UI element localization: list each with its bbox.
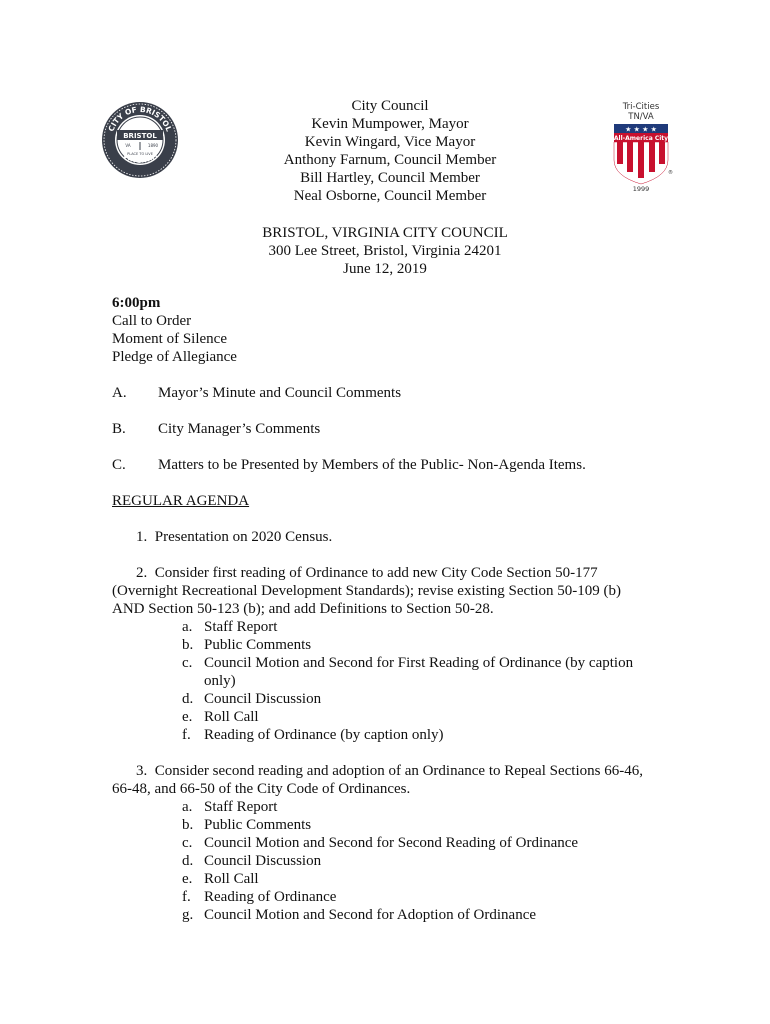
regular-agenda-heading: REGULAR AGENDA	[112, 493, 250, 509]
header-line: City Council	[351, 98, 429, 114]
agenda-item-3	[112, 762, 672, 924]
sub-item-letter: f.	[182, 727, 191, 743]
seal-motto-text: PLACE TO LIVE	[127, 152, 153, 156]
sub-item-text: Council Discussion	[204, 691, 322, 707]
meeting-time: 6:00pm	[112, 295, 161, 311]
sub-item	[182, 888, 672, 906]
sub-item-text: Reading of Ordinance	[204, 889, 337, 905]
sub-item	[182, 798, 672, 816]
section-letter: A.	[112, 385, 127, 401]
seal-year-text: 1890	[147, 143, 159, 148]
header-line: Anthony Farnum, Council Member	[283, 152, 497, 168]
sub-item	[182, 708, 672, 726]
meeting-info	[230, 224, 540, 278]
sub-item	[182, 654, 672, 690]
opening-item: Call to Order	[112, 313, 192, 329]
sub-item	[182, 618, 672, 636]
item-number: 2.	[136, 565, 148, 581]
svg-text:★ ★ ★ ★: ★ ★ ★ ★	[625, 125, 657, 134]
header-line: Kevin Mumpower, Mayor	[311, 116, 469, 132]
item-text-continued: 66-48, and 66-50 of the City Code of Ordinances.	[112, 781, 411, 797]
agenda-section-a	[112, 384, 672, 402]
sub-item-letter: f.	[182, 889, 191, 905]
sub-item-letter: g.	[182, 907, 194, 923]
sub-item	[182, 726, 672, 744]
sub-item-letter: e.	[182, 709, 193, 725]
seal-ring-bottom-text: VIRGINIA	[121, 150, 159, 165]
section-text: Matters to be Presented by Members of the Public- Non-Agenda Items.	[158, 457, 586, 473]
header-line: Bill Hartley, Council Member	[300, 170, 480, 186]
item-text-continued: (Overnight Recreational Development Standards); revise existing Section 50-109 (b)	[112, 583, 622, 599]
aac-registered-mark: ®	[668, 170, 673, 176]
seal-center-text: BRISTOL	[123, 132, 157, 140]
sub-item-text: Roll Call	[204, 709, 259, 725]
council-header	[230, 97, 550, 205]
item-text: Presentation on 2020 Census.	[154, 529, 333, 545]
aac-line1-text: Tri-Cities	[622, 102, 660, 112]
address: 300 Lee Street, Bristol, Virginia 24201	[268, 243, 502, 259]
agenda-body	[112, 294, 672, 924]
opening-item: Pledge of Allegiance	[112, 349, 237, 365]
sub-item-text: Staff Report	[204, 619, 278, 635]
item-number: 3.	[136, 763, 148, 779]
item-number: 1.	[136, 529, 148, 545]
aac-line2-text: TN/VA	[628, 112, 654, 122]
sub-item-letter: d.	[182, 853, 194, 869]
sub-item-text: Council Motion and Second for Second Reading of Ordinance	[204, 835, 579, 851]
sub-item	[182, 834, 672, 852]
sub-item	[182, 636, 672, 654]
agenda-item-2	[112, 564, 672, 744]
agenda-section-b	[112, 420, 672, 438]
section-text: Mayor’s Minute and Council Comments	[158, 385, 402, 401]
sub-item-text: Council Discussion	[204, 853, 322, 869]
all-america-city-logo	[610, 100, 672, 192]
sub-item	[182, 816, 672, 834]
sub-item-text: Public Comments	[204, 817, 312, 833]
item-text: Consider second reading and adoption of an Ordinance to Repeal Sections 66-46,	[154, 763, 643, 779]
header-line: Kevin Wingard, Vice Mayor	[304, 134, 476, 150]
sub-item-letter: a.	[182, 799, 193, 815]
header-line: Neal Osborne, Council Member	[293, 188, 487, 204]
sub-item-letter: d.	[182, 691, 194, 707]
sub-item-letter: c.	[182, 655, 193, 671]
item-text-continued: AND Section 50-123 (b); and add Definitions to Section 50-28.	[112, 601, 494, 617]
sub-item-list	[182, 798, 672, 924]
aac-year-text: 1999	[632, 185, 650, 193]
section-letter: B.	[112, 421, 126, 437]
sub-item-text: Roll Call	[204, 871, 259, 887]
sub-item	[182, 852, 672, 870]
sub-item-letter: b.	[182, 817, 194, 833]
sub-item-letter: a.	[182, 619, 193, 635]
sub-item-text: Staff Report	[204, 799, 278, 815]
sub-item	[182, 906, 672, 924]
sub-item-text: Reading of Ordinance (by caption only)	[204, 727, 444, 743]
aac-banner-text: All-America City	[613, 135, 669, 142]
agenda-item-1	[112, 528, 672, 546]
sub-item-text: Council Motion and Second for First Reading of Ordinance (by caption only)	[204, 655, 634, 689]
sub-item-letter: c.	[182, 835, 193, 851]
sub-item-text: Council Motion and Second for Adoption of Ordinance	[204, 907, 537, 923]
sub-item-text: Public Comments	[204, 637, 312, 653]
sub-item-list	[182, 618, 672, 744]
seal-ring-top-text: CITY OF BRISTOL	[106, 104, 174, 133]
section-text: City Manager’s Comments	[158, 421, 321, 437]
seal-va-text: VA	[125, 143, 131, 148]
sub-item	[182, 690, 672, 708]
opening-item: Moment of Silence	[112, 331, 227, 347]
org-name: BRISTOL, VIRGINIA CITY COUNCIL	[262, 225, 508, 241]
sub-item-letter: b.	[182, 637, 194, 653]
sub-item	[182, 870, 672, 888]
sub-item-letter: e.	[182, 871, 193, 887]
item-text: Consider first reading of Ordinance to add new City Code Section 50-177	[154, 565, 598, 581]
section-letter: C.	[112, 457, 126, 473]
agenda-section-c	[112, 456, 672, 474]
meeting-date: June 12, 2019	[343, 261, 427, 277]
city-seal-logo	[100, 100, 180, 180]
